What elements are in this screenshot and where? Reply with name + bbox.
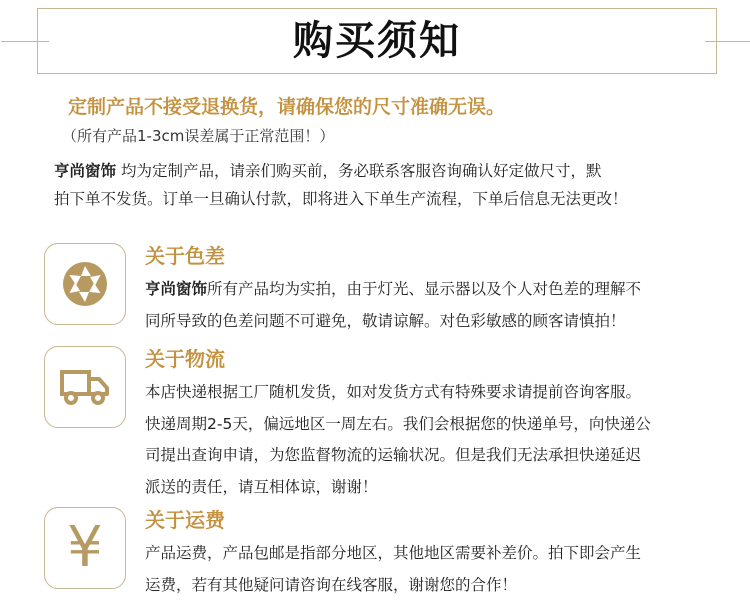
title-banner bbox=[37, 8, 717, 74]
section-heading-color: 关于色差 bbox=[145, 244, 225, 268]
title-divider-left bbox=[1, 41, 49, 42]
intro-line-2: 拍下单不发货。订单一旦确认付款，即将进入下单生产流程，下单后信息无法更改！ bbox=[54, 190, 628, 208]
custom-product-warning: 定制产品不接受退换货，请确保您的尺寸准确无误。 bbox=[68, 96, 506, 118]
shipping-fee-icon-box bbox=[44, 507, 126, 589]
section-heading-shipping: 关于运费 bbox=[145, 508, 225, 532]
body-line: 司提出查询申请，为您监督物流的运输状况。但是我们无法承担快递延迟 bbox=[145, 446, 642, 464]
body-line: 派送的责任，请互相体谅，谢谢！ bbox=[145, 477, 378, 496]
brand-name: 亨尚窗饰 bbox=[145, 280, 208, 298]
body-line: 所有产品均为实拍，由于灯光、显示器以及个人对色差的理解不 bbox=[207, 280, 642, 298]
body-line: 同所导致的色差问题不可避免，敬请谅解。对色彩敏感的顾客请慎拍！ bbox=[145, 311, 626, 330]
section-body-shipping bbox=[145, 538, 720, 601]
intro-line-1: 均为定制产品，请亲们购买前，务必联系客服咨询确认好定做尺寸，默 bbox=[116, 162, 602, 180]
brand-name: 亨尚窗饰 bbox=[54, 162, 117, 180]
intro-paragraph bbox=[54, 157, 714, 213]
section-heading-logistics: 关于物流 bbox=[145, 347, 225, 371]
aperture-icon bbox=[61, 260, 109, 308]
body-line: 快递周期2-5天，偏远地区一周左右。我们会根据您的快递单号，向快递公 bbox=[145, 414, 651, 433]
section-body-logistics bbox=[145, 377, 720, 503]
title-divider-right bbox=[705, 41, 750, 42]
delivery-truck-icon bbox=[59, 367, 111, 407]
body-line: 产品运费，产品包邮是指部分地区，其他地区需要补差价。拍下即会产生 bbox=[145, 544, 642, 562]
body-line: 运费，若有其他疑问请咨询在线客服，谢谢您的合作！ bbox=[145, 575, 518, 594]
logistics-icon-box bbox=[44, 346, 126, 428]
color-difference-icon-box bbox=[44, 243, 126, 325]
section-body-color bbox=[145, 274, 720, 337]
page-title: 购买须知 bbox=[293, 17, 461, 64]
tolerance-note: （所有产品1-3cm误差属于正常范围！） bbox=[62, 127, 335, 145]
body-line: 本店快递根据工厂随机发货，如对发货方式有特殊要求请提前咨询客服。 bbox=[145, 383, 642, 401]
yen-icon: ¥ bbox=[67, 515, 103, 580]
